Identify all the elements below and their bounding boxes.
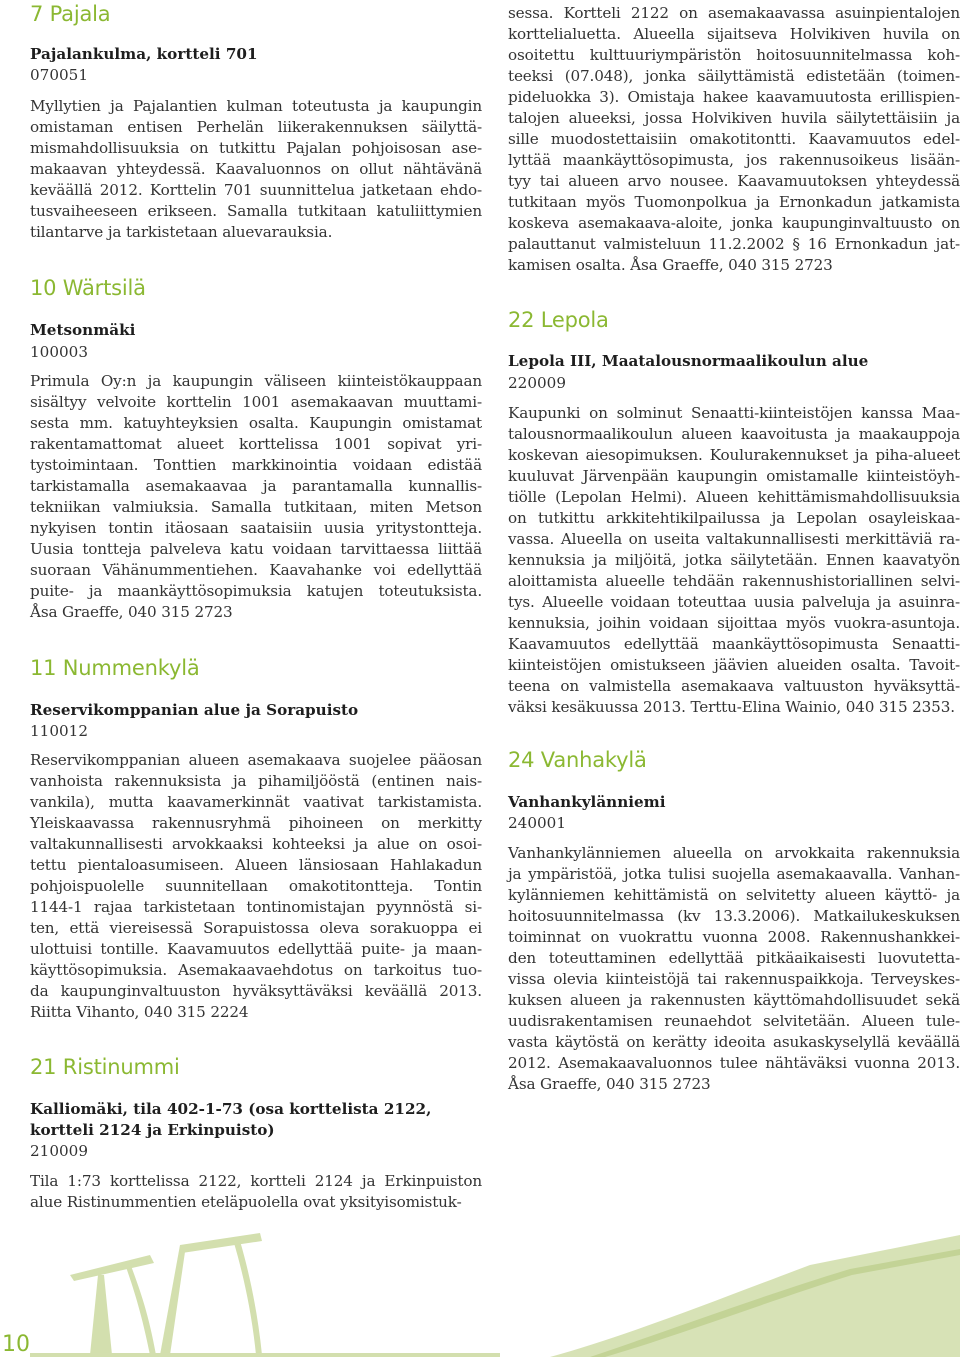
body-paragraph [508,403,960,718]
entry-title: Lepola III, Maatalousnormaalikoulun alue [508,352,869,370]
text-line: puite- ja maankäyttösopimuksia katujen toteutuksista. [30,582,482,600]
body-paragraph [508,843,960,1095]
text-line: teeksi (07.048), jonka säilyttämistä edistetään (toimen- [508,67,960,85]
text-line: on tutkittu arkkitehtikilpailussa ja Lepolan osayleiskaa- [508,509,960,527]
footer-illustration [30,1215,960,1357]
text-line: vasta käytöstä on kerätty ideoita asukaskyselyllä keväällä [508,1033,960,1051]
text-line: sille muodostettaisiin omakotitontti. Kaavamuutos edel- [508,130,960,148]
text-line: tyy tai alueen arvo nousee. Kaavamuutoksen yhteydessä [508,172,960,190]
entry-title: Kalliomäki, tila 402-1-73 (osa korttelista 2122, [30,1100,432,1118]
text-line: Tila 1:73 korttelissa 2122, kortteli 2124 ja Erkinpuiston [30,1172,482,1190]
text-line: kylänniemen kehittämistä on selvitetty alueen käyttö- ja [508,886,960,904]
text-line: pideluokka 3). Omistaja hakee kaavamuutosta erillispien- [508,88,960,106]
text-line: rakentamattomat alueet korttelissa 1001 sopivat yri- [30,435,482,453]
body-paragraph [30,371,482,623]
text-line: den toteuttaminen edellyttää pitkäaikaisesti luovutetta- [508,949,960,967]
text-line: sisältyy velvoite korttelin 1001 asemakaavan muuttami- [30,393,482,411]
entry-title: Metsonmäki [30,321,136,339]
text-line: tettu pientaloasumiseen. Alueen länsiosaan Hahlakadun [30,856,482,874]
text-line: kennuksia, joihin voidaan sijoittaa myös vuokra-asuntoja. [508,614,960,632]
text-line: vissa olevia kiinteistöjä tai rakennuspaikkoja. Terveyskes- [508,970,960,988]
entry-code: 240001 [508,814,566,832]
entry-code: 210009 [30,1142,88,1160]
text-line: kennuksia ja miljöitä, jotka säilytetään. Ennen kaavatyön [508,551,960,569]
entry-title: Vanhankylänniemi [508,793,666,811]
text-line: Yleiskaavassa rakennusryhmä pihoineen on merkitty [30,814,482,832]
entry-code: 070051 [30,66,88,84]
text-line: vassa. Alueella on useita valtakunnallisesti merkittäviä ra- [508,530,960,548]
text-line: hoitosuunnitelmassa (kv 13.3.2006). Matkailukeskuksen [508,907,960,925]
text-line: kamisen osalta. Åsa Graeffe, 040 315 2723 [508,256,833,274]
text-line: 2012. Asemakaavaluonnos tulee nähtäväksi vuonna 2013. [508,1054,960,1072]
text-line: alue Ristinummentien eteläpuolella ovat yksityisomistuk- [30,1193,462,1211]
text-line: tusvaiheeseen erikseen. Samalla tutkitaan katuliittymien [30,202,482,220]
text-line: teena on valmistella asemakaava valtuuston hyväksyttä- [508,677,960,695]
entry-title: kortteli 2124 ja Erkinpuisto) [30,1121,275,1139]
entry-code: 220009 [508,374,566,392]
text-line: nykyisen tontin itäosaan saataisiin uusia yritystontteja. [30,519,482,537]
body-paragraph [30,96,482,243]
train-silhouette-icon [550,1235,960,1357]
text-line: ten, että viereisessä Sorapuistossa oleva sorakuoppa ei [30,919,482,937]
entry-code: 100003 [30,343,88,361]
text-line: keväällä 2012. Korttelin 701 suunnittelua jatketaan ehdo- [30,181,482,199]
text-line: vankila), mutta kaavamerkinnät vaativat tarkistamista. [30,793,482,811]
section-heading: 11 Nummenkylä [30,656,200,680]
text-line: da kaupunginvaltuuston hyväksyttäväksi keväällä 2013. [30,982,482,1000]
text-line: ulottuisi tontille. Kaavamuutos edellyttää puite- ja maan- [30,940,482,958]
text-line: lyttää maankäyttösopimusta, jos rakennusoikeus lisään- [508,151,960,169]
text-line: valtakunnallisesti arvokkaaksi kohteeksi ja alue on osoi- [30,835,482,853]
section-heading: 10 Wärtsilä [30,276,146,300]
text-line: Riitta Vihanto, 040 315 2224 [30,1003,249,1021]
section-heading: 7 Pajala [30,2,111,26]
text-line: aloittamista alueelle tehdään rakennushistoriallinen selvi- [508,572,960,590]
text-line: omistaman entisen Perhelän liikerakennuksen säilyttä- [30,118,482,136]
text-line: talousnormaalikoulun alueen kaavoitusta ja maakauppoja [508,425,960,443]
section-heading: 24 Vanhakylä [508,748,647,772]
entry-title: Pajalankulma, kortteli 701 [30,45,258,63]
body-paragraph [30,1171,482,1213]
text-line: tystoimintaan. Tonttien markkinointia voidaan edistää [30,456,482,474]
text-line: uudisrakentamisen reunaehdot selvitetään. Alueen tule- [508,1012,960,1030]
text-line: kuuluvat Järvenpään kaupungin omistamalle kiinteistöyh- [508,467,960,485]
text-line: ja ympäristöä, jotka tulisi suojella asemakaavalla. Vanhan- [508,865,960,883]
text-line: sessa. Kortteli 2122 on asemakaavassa asuinpientalojen [508,4,960,22]
text-line: Kaupunki on solminut Senaatti-kiinteistöjen kanssa Maa- [508,404,960,422]
text-line: pohjoispuolelle suunnitellaan omakotitontteja. Tontin [30,877,482,895]
text-line: kiinteistöjen omistukseen jäävien alueiden osalta. Tavoit- [508,656,960,674]
text-line: 1144-1 rajaa tarkistetaan tontinomistajan pyynnöstä si- [30,898,482,916]
section-heading: 21 Ristinummi [30,1055,180,1079]
text-line: sesta mm. katuyhteyksien osalta. Kaupungin omistamat [30,414,482,432]
text-line: väksi kesäkuussa 2013. Terttu-Elina Wainio, 040 315 2353. [508,698,955,716]
crane-silhouette-icon [30,1233,500,1357]
text-line: osoitettu kulttuuriympäristön hoitosuunnitelmassa koh- [508,46,960,64]
text-line: kuksen alueen ja rakennusten käyttömahdollisuudet sekä [508,991,960,1009]
text-line: Uusia tontteja palveleva katu voidaan tarvittaessa liittää [30,540,482,558]
body-paragraph [30,750,482,1023]
text-line: Åsa Graeffe, 040 315 2723 [508,1075,711,1093]
text-line: makaavan yhteydessä. Kaavaluonnos on ollut nähtävänä [30,160,482,178]
text-line: korttelialuetta. Alueella sijaitseva Holvikiven huvila on [508,25,960,43]
text-line: koskevan aiesopimuksen. Koulurakennukset ja piha-alueet [508,446,960,464]
text-line: Kaavamuutos edellyttää maankäyttösopimusta Senaatti- [508,635,960,653]
text-line: Primula Oy:n ja kaupungin väliseen kiinteistökauppaan [30,372,482,390]
text-line: käyttösopimuksia. Asemakaavaehdotus on tarkoitus tuo- [30,961,482,979]
text-line: Vanhankylänniemen alueella on arvokkaita rakennuksia [508,844,960,862]
text-line: tutkitaan myös Tuomonpolkua ja Ernonkadun jatkamista [508,193,960,211]
page-number: 10 [2,1332,30,1357]
text-line: palauttanut valmisteluun 11.2.2002 § 16 Ernonkadun jat- [508,235,960,253]
text-line: tekniikan valmiuksia. Samalla tutkitaan, miten Metson [30,498,482,516]
text-line: vanhoista rakennuksista ja pihamiljööstä (entinen nais- [30,772,482,790]
text-line: tarkistamalla asemakaavaa ja parantamalla kunnallis- [30,477,482,495]
text-line: Reservikomppanian alueen asemakaava suojelee pääosan [30,751,482,769]
text-line: tiölle (Lepolan Helmi). Alueen kehittämismahdollisuuksia [508,488,960,506]
section-heading: 22 Lepola [508,308,609,332]
text-line: suoraan Vähänummentiehen. Kaavahanke voi edellyttää [30,561,482,579]
text-line: talojen alueeksi, jossa Holvikiven huvila säilytettäisiin ja [508,109,960,127]
text-line: Åsa Graeffe, 040 315 2723 [30,603,233,621]
text-line: toiminnat on vuokrattu vuonna 2008. Rakennushankkei- [508,928,960,946]
text-line: koskeva asemakaava-aloite, jonka kaupunginvaltuusto on [508,214,960,232]
text-line: mismahdollisuuksia on tutkittu Pajalan pohjoisosan ase- [30,139,482,157]
section-21-continued [508,3,960,276]
text-line: tilantarve ja tarkistetaan aluevarauksia. [30,223,333,241]
text-line: tys. Alueelle voidaan toteuttaa uusia palveluja ja asuinra- [508,593,960,611]
text-line: Myllytien ja Pajalantien kulman toteutusta ja kaupungin [30,97,482,115]
entry-code: 110012 [30,722,88,740]
entry-title: Reservikomppanian alue ja Sorapuisto [30,701,359,719]
